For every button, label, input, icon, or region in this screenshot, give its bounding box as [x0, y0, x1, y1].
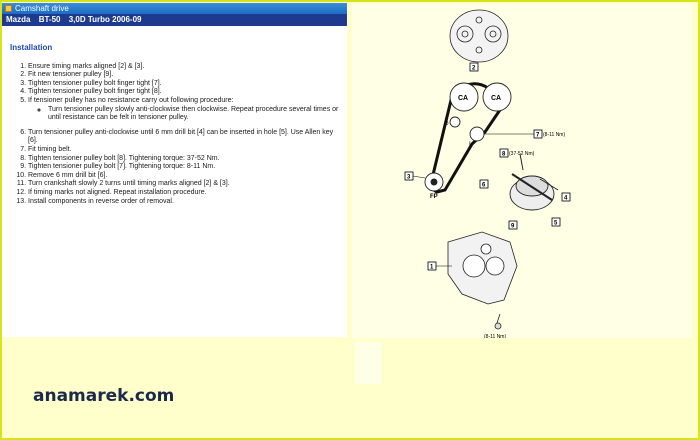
step-item: 12. If timing marks not aligned. Repeat installation procedure.	[28, 189, 341, 198]
vehicle-bar	[2, 14, 347, 26]
step-item: 4. Tighten tensioner pulley bolt finger tight [8].	[28, 88, 341, 97]
label-g: G	[444, 121, 449, 127]
step-item: 1. Ensure timing marks aligned [2] & [3].	[28, 63, 341, 72]
window-title: Camshaft drive	[15, 4, 69, 13]
torque-8: (37-52 Nm)	[509, 151, 535, 157]
document-icon	[5, 5, 12, 12]
step-item: 6. Turn tensioner pulley anti-clockwise until 6 mm drill bit [4] can be inserted in hole [5]. Use Allen key [6].	[28, 129, 341, 146]
torque-7: (8-11 Nm)	[543, 132, 566, 138]
callout-8: 8	[502, 151, 506, 158]
torque-bottom: (8-11 Nm)	[484, 334, 507, 338]
side-panel-strip	[355, 342, 381, 384]
watermark-text: anamarek.com	[33, 386, 175, 406]
section-title: Installation	[10, 43, 53, 52]
callout-4: 4	[564, 195, 568, 202]
callout-7: 7	[536, 132, 540, 139]
callout-6: 6	[482, 182, 486, 189]
step-item: 3. Tighten tensioner pulley bolt finger tight [7].	[28, 80, 341, 89]
callout-3: 3	[407, 174, 411, 181]
step-item: 8. Tighten tensioner pulley bolt [8]. Tightening torque: 37-52 Nm.	[28, 155, 341, 164]
camshaft-drive-diagram	[352, 4, 692, 338]
vehicle-make: Mazda	[6, 15, 31, 24]
step-item: 2. Fit new tensioner pulley [9].	[28, 71, 341, 80]
step-item: 10. Remove 6 mm drill bit [6].	[28, 172, 341, 181]
step-item	[28, 97, 341, 129]
document-window	[2, 3, 347, 337]
substep-item: ◦ Turn tensioner pulley slowly anti-clockwise then clockwise. Repeat procedure several times or until resistance can be felt in tensioner pulley.	[48, 106, 341, 123]
step-item: 9. Tighten tensioner pulley bolt [7]. Tightening torque: 8-11 Nm.	[28, 163, 341, 172]
label-ca-right: CA	[491, 95, 502, 102]
step-item: 13. Install components in reverse order of removal.	[28, 198, 341, 207]
camshaft-housing	[450, 10, 508, 62]
vehicle-model: BT-50	[38, 15, 61, 24]
label-ca-left: CA	[458, 95, 469, 102]
step-item: 7. Fit timing belt.	[28, 146, 341, 155]
callout-5: 5	[554, 220, 558, 227]
callout-2: 2	[472, 65, 476, 72]
callout-1: 1	[430, 264, 434, 271]
instructions	[2, 26, 347, 210]
callout-9: 9	[511, 223, 515, 230]
substeps-list	[28, 106, 341, 123]
label-fp: FP	[430, 194, 438, 200]
window-titlebar[interactable]	[2, 3, 347, 14]
step-text: If tensioner pulley has no resistance carry out following procedure:	[28, 96, 234, 104]
label-i: I	[469, 142, 471, 148]
vehicle-engine: 3,0D Turbo 2006-09	[68, 15, 142, 24]
step-item: 11. Turn crankshaft slowly 2 turns until timing marks aligned [2] & [3].	[28, 180, 341, 189]
steps-list	[8, 63, 341, 207]
